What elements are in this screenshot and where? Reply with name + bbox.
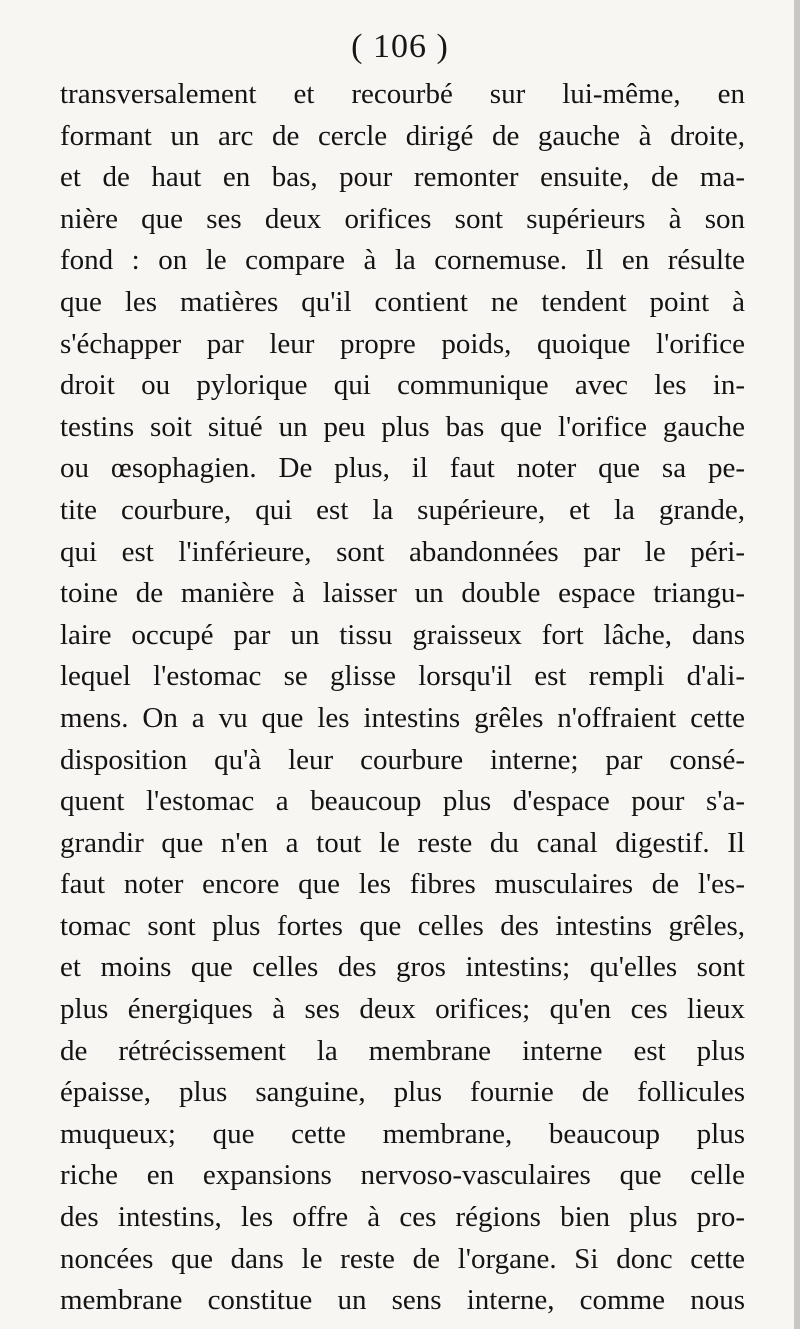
- page-number: ( 106 ): [351, 28, 449, 65]
- text-line: droit ou pylorique qui communique avec les in-: [60, 369, 745, 402]
- text-line: membrane constitue un sens interne, comme nous: [60, 1284, 745, 1317]
- text-line: testins soit situé un peu plus bas que l'orifice gauche: [60, 410, 745, 443]
- text-line: s'échapper par leur propre poids, quoique l'orifice: [60, 327, 745, 360]
- text-line: laire occupé par un tissu graisseux fort lâche, dans: [60, 618, 745, 651]
- text-line: grandir que n'en a tout le reste du canal digestif. Il: [60, 826, 745, 859]
- text-line: de rétrécissement la membrane interne est plus: [60, 1034, 745, 1067]
- text-line: muqueux; que cette membrane, beaucoup plus: [60, 1117, 745, 1150]
- text-line: et moins que celles des gros intestins; qu'elles sont: [60, 951, 745, 984]
- text-line: qui est l'inférieure, sont abandonnées par le péri-: [60, 535, 745, 568]
- text-line: nière que ses deux orifices sont supérieurs à son: [60, 202, 745, 235]
- text-line: mens. On a vu que les intestins grêles n'offraient cette: [60, 701, 745, 734]
- text-line: formant un arc de cercle dirigé de gauche à droite,: [60, 119, 745, 152]
- text-line: fond : on le compare à la cornemuse. Il en résulte: [60, 244, 745, 277]
- text-line: ou œsophagien. De plus, il faut noter que sa pe-: [60, 452, 745, 485]
- text-line: tomac sont plus fortes que celles des intestins grêles,: [60, 909, 745, 942]
- text-line: que les matières qu'il contient ne tendent point à: [60, 285, 745, 318]
- text-line: des intestins, les offre à ces régions bien plus pro-: [60, 1201, 745, 1234]
- text-line: plus énergiques à ses deux orifices; qu'en ces lieux: [60, 993, 745, 1026]
- text-line: et de haut en bas, pour remonter ensuite, de ma-: [60, 161, 745, 194]
- text-line: faut noter encore que les fibres musculaires de l'es-: [60, 868, 745, 901]
- text-line: noncées que dans le reste de l'organe. Si donc cette: [60, 1242, 745, 1275]
- text-line: quent l'estomac a beaucoup plus d'espace pour s'a-: [60, 785, 745, 818]
- text-line: disposition qu'à leur courbure interne; par consé-: [60, 743, 745, 776]
- text-line: transversalement et recourbé sur lui-même, en: [60, 78, 745, 110]
- body-text: [60, 74, 745, 1322]
- text-line: épaisse, plus sanguine, plus fournie de follicules: [60, 1076, 745, 1109]
- text-line: riche en expansions nervoso-vasculaires que celle: [60, 1159, 745, 1192]
- text-line: toine de manière à laisser un double espace triangu-: [60, 577, 745, 610]
- text-line: lequel l'estomac se glisse lorsqu'il est rempli d'ali-: [60, 660, 745, 693]
- text-line: tite courbure, qui est la supérieure, et la grande,: [60, 493, 745, 526]
